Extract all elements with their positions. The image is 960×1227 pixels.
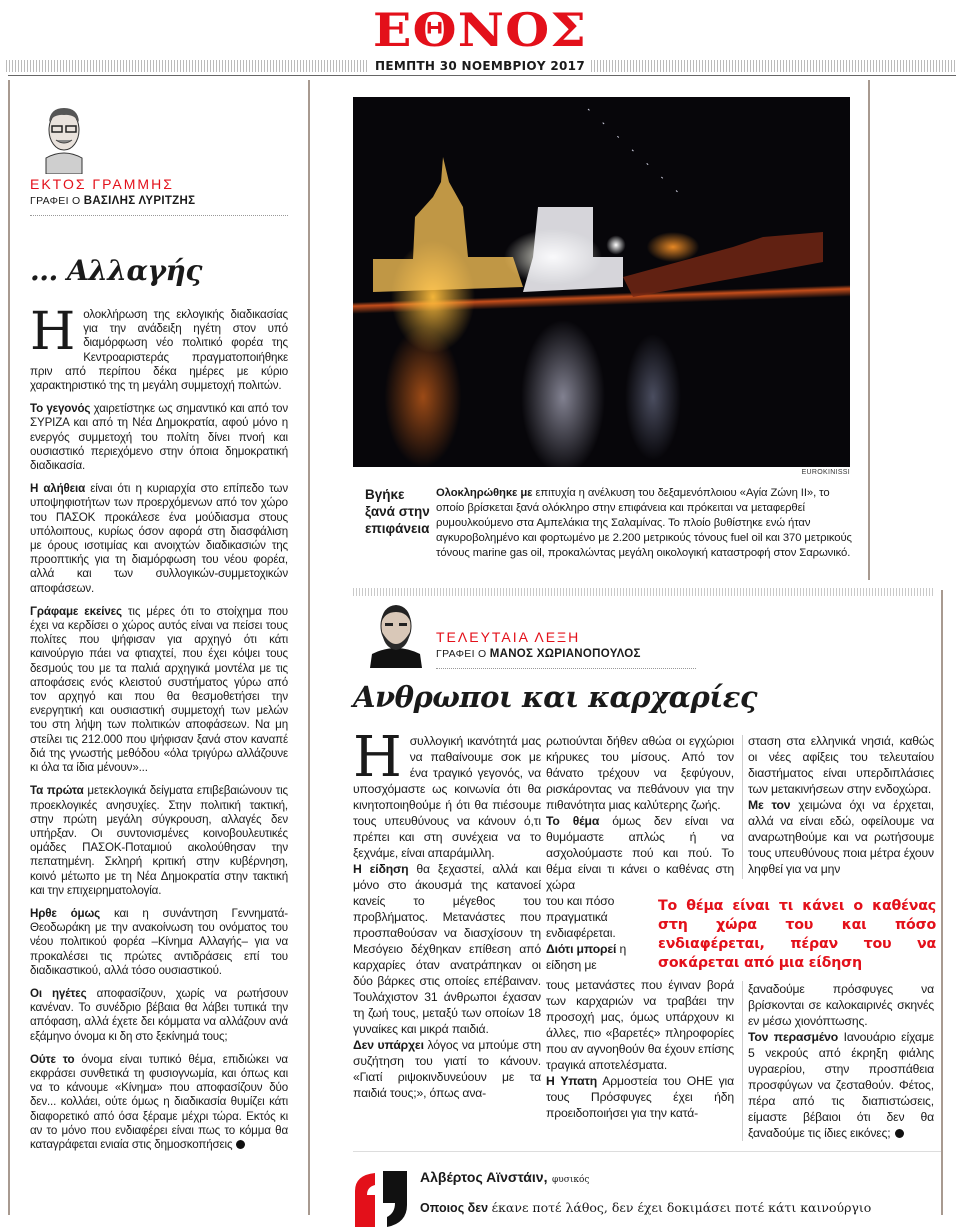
paragraph-lead: Διότι μπορεί <box>546 942 617 956</box>
article-headline: ... Αλλαγής <box>30 254 202 287</box>
left-column-border-left <box>8 80 10 1215</box>
paragraph <box>30 402 288 473</box>
section-stripe <box>353 588 935 596</box>
byline-prefix: ΓΡΑΦΕΙ Ο <box>30 195 81 207</box>
paragraph-lead: Γράφαμε εκείνες <box>30 604 122 618</box>
tanker-night-photo[interactable] <box>353 97 850 467</box>
paragraph-text: τις μέρες ότι το στοίχημα που έχει να κερδίσει ο χώρος αυτός είναι να πείσει τους πολίτες που ψήφισαν για αρχηγό ότι κάτι καινούργιο πάει να φτιαχτεί, που έχει κόψει τους δεσμούς του με τα παλιά αρχηγικά μοντέλα με τις αποφάσεις ενός κλειστού συστήματος γύρω από τον αρχηγό και που θα θεσμοθετήσει την ενεργητική και ουσιαστική συμμετοχή των μελών του στη λήψη των πολιτικών αποφάσεων. Να μη στείλει τις 212.000 που ψήφισαν ξανά στον καναπέ διά της γνωστής μεθόδου «όλα τριγύρω αλλάζουνε κι όλα τα ίδια μένουν»... <box>30 604 288 775</box>
photo-credit: EUROKINISSI <box>801 469 850 476</box>
paragraph <box>30 987 288 1044</box>
paragraph-lead: Το θέμα <box>546 814 600 828</box>
ship-silhouette-graphic <box>353 97 850 467</box>
quote-text <box>420 1200 871 1215</box>
quote-attribution <box>420 1169 589 1187</box>
caption-lead: Ολοκληρώθηκε με <box>436 487 533 499</box>
column-label: ΕΚΤΟΣ ΓΡΑΜΜΗΣ <box>30 176 174 192</box>
author-name: ΜΑΝΟΣ ΧΩΡΙΑΝΟΠΟΥΛΟΣ <box>489 648 641 660</box>
article-column-3-top <box>748 733 934 877</box>
byline-prefix: ΓΡΑΦΕΙ Ο <box>436 648 487 660</box>
divider <box>30 215 288 216</box>
paragraph <box>546 733 734 813</box>
paragraph-lead: Οι ηγέτες <box>30 986 87 1000</box>
paragraph-text: Αρμοστεία του ΟΗΕ για τους Πρόσφυγες έχει ήδη προειδοποιήσει για την κατά- <box>546 1074 734 1120</box>
paragraph <box>353 861 541 1037</box>
end-mark-icon <box>895 1129 904 1138</box>
paragraph-lead: Τα πρώτα <box>30 784 84 798</box>
paragraph-lead: Η Υπατη <box>546 1074 598 1088</box>
paragraph <box>546 977 734 1073</box>
paragraph-text: ολοκλήρωση της εκλογικής διαδικασίας για την ανάδειξη ηγέτη στον υπό διαμόρφωση νέο πολιτικό φορέα της Κεντροαριστεράς πραγματοποιήθηκε πριν από περίπου δέκα ημέρες με κύριο χαρακτηριστικό της τη μεγάλη συμμετοχή πολιτών. <box>30 308 288 393</box>
left-column-border-right <box>308 80 310 1215</box>
drop-cap: Η <box>30 302 76 362</box>
column-label: ΤΕΛΕΥΤΑΙΑ ΛΕΞΗ <box>436 629 581 645</box>
article-border-right <box>941 590 943 1215</box>
paragraph-text: θα ξεχαστεί, αλλά και μόνο στο άκουσμά της κατανοεί κανείς το μέγεθος του προβλήματος. Μετανάστες που προσπαθούσαν να διασχίσουν τη Μεσόγειο δέχθηκαν επίθεση από καρχαρίες όταν ανατράπηκαν οι δύο βάρκες στις οποίες επέβαιναν. Τουλάχιστον 31 άνθρωποι έχασαν τη ζωή τους, μεταξύ των οποίων 18 γυναίκες και μικρά παιδιά. <box>353 862 541 1036</box>
quote-author-role: φυσικός <box>551 1175 590 1185</box>
paragraph-text: η είδηση με <box>546 942 627 972</box>
columnist-portrait <box>368 598 424 668</box>
paragraph-text: χαιρετίστηκε ως σημαντικό και από τον ΣΥΡΙΖΑ και από τη Νέα Δημοκρατία, αφού μόνο η ενεργός συμμετοχή του πολίτη δίνει πνοή και ουσιαστικό περιεχόμενο στην όποια δημοκρατική διαδικασία. <box>30 402 288 473</box>
paragraph <box>748 981 934 1029</box>
masthead-rule <box>8 75 956 76</box>
paragraph <box>546 941 651 973</box>
article-body <box>30 302 289 1161</box>
paragraph <box>546 813 734 893</box>
paragraph-text: όνομα είναι τυπικό θέμα, επιδιώκει να εκφράσει συνθετικά τη φυσιογνωμία, και όπως και να το κάνουμε «Κίνημα» που αποφασίζουν δύο δεν... κολλάει, ούτε όμως η διαδικασία θυμίζει κάτι διαφορετικό από όσα ξέραμε μέχρι τώρα. Εκτός κι αν το μόνο που ενδιαφέρει είναι πως το κόμμα θα καταγράφεται ενιαία στις δημοσκοπήσεις <box>30 1052 288 1151</box>
paragraph-text: χειμώνα όχι να έρχεται, αλλά να είναι εδώ, οφείλουμε να αναρωτηθούμε και να ρωτήσουμε τους υπευθύνους ποια μέτρα έχουν ληφθεί για να μην <box>748 798 934 876</box>
paragraph-lead: Η αλήθεια <box>30 482 86 496</box>
newspaper-logo[interactable]: ΕΘΝΟΣ <box>372 3 588 57</box>
paragraph-lead: Το γεγονός <box>30 402 91 416</box>
photo-caption <box>436 486 852 561</box>
caption-text: επιτυχία η ανέλκυση του δεξαμενόπλοιου «Αγία Ζώνη ΙΙ», το οποίο βρίσκεται ξανά ολόκληρο στην επιφάνεια και πρόκειται να μεταφερθεί ρυμουλκούμενο στα Αμπελάκια της Σαλαμίνας. Το πλοίο βυθίστηκε ενώ ήταν αγκυροβολημένο και φορτωμένο με 2.200 μετρικούς τόνους fuel oil και 370 μετρικούς τόνους marine gas oil, προκαλώντας μεγάλη οικολογική καταστροφή στον Σαρωνικό. <box>436 487 852 559</box>
article-column-2-narrow <box>546 893 651 973</box>
paragraph <box>30 1053 288 1152</box>
paragraph <box>353 725 541 861</box>
drop-cap: Η <box>353 725 402 790</box>
article-headline: Ανθρωποι και καρχαρίες <box>353 680 758 714</box>
end-mark-icon <box>236 1140 245 1149</box>
divider <box>436 668 696 669</box>
byline <box>436 648 641 660</box>
paragraph <box>30 605 288 775</box>
photo-section-border <box>868 80 870 580</box>
article-column-1 <box>353 725 541 1101</box>
paragraph-lead: Η είδηση <box>353 862 409 876</box>
paragraph-text: μετεκλογικά δείγματα επιβεβαιώνουν τις προεκλογικές ανησυχίες. Στην πολιτική τακτική, στην πρώτη μεγάλη σύγκρουση, αλλαγές δεν υπήρξαν. Οι συντονισμένες κοινοβουλευτικές ομάδες ΠΑΣΟΚ-Ποταμιού ακολούθησαν την πεπατημένη. Σκληρή κριτική στην κυβέρνηση, κοινό μέτωπο με τη Νέα Δημοκρατία στην τακτική και την επιχειρηματολογία. <box>30 784 288 897</box>
paragraph <box>748 1029 934 1141</box>
paragraph-lead: Ηρθε όμως <box>30 906 101 920</box>
paragraph <box>546 893 651 941</box>
quote-divider <box>353 1151 941 1152</box>
columnist-portrait <box>38 96 90 174</box>
paragraph-text: τους μετανάστες που έγιναν βορά των καρχαριών να τραβάει την προσοχή μας, όμως υπάρχουν κι άλλες, πιο «βαρετές» πληροφορίες που αν αγνοηθούν θα έχουν επίσης τραγικά αποτελέσματα. <box>546 978 734 1072</box>
paragraph-text: συλλογική ικανότητά μας να παθαίνουμε σοκ με ένα τραγικό γεγονός, να υποσχόμαστε ως κοινωνία ότι θα κινητοποιηθούμε ή ότι θα πιέσουμε τους υπευθύνους να κάνουν ό,τι πρέπει και στη συνέχεια να το ξεχνάμε, είναι απαράμιλλη. <box>353 734 541 860</box>
paragraph <box>546 1073 734 1121</box>
paragraph <box>748 797 934 877</box>
article-column-2-top <box>546 733 734 893</box>
paragraph-text: Ιανουάριο είχαμε 5 νεκρούς από έκρηξη φιάλης υγραερίου, στην προσπάθεια προσφύγων να ζεσταθούν. Φέτος, πέρα από τις διαπιστώσεις, είμαστε βέβαιοι ότι δεν θα ξαναδούμε τις ίδιες εικόνες; <box>748 1030 934 1140</box>
paragraph <box>30 302 288 393</box>
paragraph <box>30 907 288 978</box>
article-column-3-bottom <box>748 981 934 1141</box>
caption-title: Βγήκε ξανά στην επιφάνεια <box>365 487 430 536</box>
paragraph-text: όμως δεν είναι να θυμόμαστε απλώς ή να ασχολούμαστε πού και πού. Το θέμα είναι τι κάνει ο καθένας στη χώρα <box>546 814 734 892</box>
paragraph-text: ξαναδούμε πρόσφυγες να βρίσκονται σε καλοκαιρινές σκηνές εν μέσω χιονόπτωσης. <box>748 982 934 1028</box>
paragraph-text: λόγος να μπούμε στη συζήτηση του γιατί το κάνουν. «Γιατί ριψοκινδυνεύουν με τα παιδιά τους;», όπως ανα- <box>353 1038 541 1100</box>
paragraph-text: και η συνάντηση Γεννηματά-Θεοδωράκη με την ανακοίνωση του ονόματος του νέου πολιτικού φορέα –Κίνημα Αλλαγής– για να προκαλέσει τις πρώτες αντιδράσεις επί του διαδικαστικού, αλλά τόσο ουσιαστικού. <box>30 906 289 977</box>
quote-body: έκανε ποτέ λάθος, δεν έχει δοκιμάσει ποτέ κάτι καινούργιο <box>491 1200 872 1215</box>
column-divider <box>742 981 743 1141</box>
paragraph-lead: Ούτε το <box>30 1052 75 1066</box>
quote-lead: Οποιος δεν <box>420 1201 489 1215</box>
paragraph <box>748 733 934 797</box>
issue-date: ΠΕΜΠΤΗ 30 ΝΟΕΜΒΡΙΟΥ 2017 <box>369 58 591 74</box>
paragraph-text: είναι ότι η κυριαρχία στο επίπεδο των υποψηφιοτήτων των προερχόμενων από τον χώρο του ΠΑΣΟΚ προκάλεσε ένα μούδιασμα στους υπόλοιπους, κυρίως όσον αφορά στη διασφάλιση με όρους ισοτιμίας και ανοιχτών διαδικασιών της προοπτικής για τη διαμόρφωση του νέου φορέα, αλλά και των συλλογικών-συμμετοχικών αποφάσεων. <box>30 482 288 595</box>
quotation-mark-icon <box>353 1171 409 1227</box>
article-column-2-bottom <box>546 977 734 1121</box>
byline <box>30 195 195 207</box>
quote-author: Αλβέρτος Αϊνστάιν, <box>420 1169 548 1185</box>
column-divider <box>742 735 743 879</box>
paragraph-text: ρωτιούνται δήθεν αθώα οι εγχώριοι κήρυκες του μίσους. Από τον θάνατο τρέχουν να ξεφύγουν, ρισκάροντας να πεθάνουν για την πιθανότητα μιας καλύτερης ζωής. <box>546 734 734 812</box>
paragraph <box>30 482 288 596</box>
paragraph <box>30 784 288 898</box>
paragraph-lead: Δεν υπάρχει <box>353 1038 424 1052</box>
pull-quote: Το θέμα είναι τι κάνει ο καθένας στη χώρα του και πόσο ενδιαφέρεται, πέραν του να σοκάρεται από μια είδηση <box>658 898 936 971</box>
author-name: ΒΑΣΙΛΗΣ ΛΥΡΙΤΖΗΣ <box>83 195 196 207</box>
paragraph-text: αποφασίζουν, χωρίς να ρωτήσουν κανέναν. Το συνέδριο βέβαια θα λάβει τυπικά την απόφαση, αλλά έχετε δει κόμματα να αλλάζουν ανά εξάμηνο όνομα κι δη στο ξεκίνημά τους; <box>30 986 288 1043</box>
paragraph-lead: Με τον <box>748 798 791 812</box>
paragraph-text: σταση στα ελληνικά νησιά, καθώς οι νέες αφίξεις του τελευταίου διαστήματος είναι υπερδιπλάσιες των μετακινήσεων στην ενδοχώρα. <box>748 734 934 796</box>
paragraph <box>353 1037 541 1101</box>
paragraph-text: του και πόσο πραγματικά ενδιαφέρεται. <box>546 894 616 940</box>
paragraph-lead: Τον περασμένο <box>748 1030 839 1044</box>
